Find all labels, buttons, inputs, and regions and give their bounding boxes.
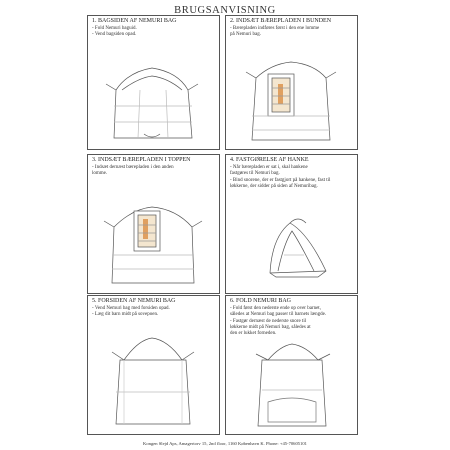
step-6-heading: 6. FOLD NEMURI BAG	[230, 298, 292, 304]
footer-address: Kongen Slejd Aps, Amagertorv 15, 2nd floor, 1160 København K. Phone: +45-70605101	[143, 441, 307, 446]
bag-folded-illustration	[226, 336, 359, 434]
bag-front-illustration	[88, 322, 221, 434]
step-3-line: lomme.	[92, 171, 108, 177]
step-5-heading: 5. FORSIDEN AF NEMURI BAG	[92, 298, 176, 304]
step-4-panel	[225, 154, 358, 294]
step-4-text	[230, 165, 354, 190]
handle-attach-illustration	[226, 193, 359, 293]
page-title: BRUGSANVISNING	[174, 5, 276, 16]
step-6-line: løkkerne midt på Nemuri bag, således at	[230, 324, 311, 330]
step-1-line: - Fold Nemuri baguid.	[92, 26, 137, 31]
step-6-line: - Fold først den nederste ende op over barnet,	[230, 306, 321, 311]
bag-back-illustration	[88, 46, 221, 151]
step-1-panel	[87, 15, 220, 150]
step-3-heading: 3. INDSÆT BÆREPLADEN I TOPPEN	[92, 157, 191, 163]
step-4-line: fastgøres til Nemuri bag.	[230, 171, 280, 177]
step-6-text	[230, 306, 354, 337]
step-5-text	[92, 306, 216, 319]
step-6-panel	[225, 295, 358, 435]
step-6-line: den er lukket forneden.	[230, 331, 277, 337]
step-3-text	[92, 165, 216, 178]
step-1-heading: 1. BAGSIDEN AF NEMURI BAG	[92, 18, 177, 24]
step-4-line: løkkerne, der sidder på siden af Nemuribag.	[230, 183, 318, 189]
step-1-line: - Vend bagsiden opad.	[92, 32, 137, 38]
step-2-heading: 2. INDSÆT BÆREPLADEN I BUNDEN	[230, 18, 332, 24]
board-top-illustration	[88, 185, 221, 295]
step-4-heading: 4. FASTGØRELSE AF HANKE	[230, 157, 309, 163]
step-6-line: således at Nemuri bag passer til barnets længde.	[230, 312, 327, 318]
step-2-line: på Nemuri bag.	[230, 32, 261, 38]
step-3-panel	[87, 154, 220, 294]
step-5-line: - Læg dit barn midt på sovepoen.	[92, 312, 159, 318]
step-3-line: - Indsæt dernæst bærepladen i den anden	[92, 165, 174, 170]
step-1-text	[92, 26, 216, 39]
board-bottom-illustration	[226, 46, 359, 151]
step-2-panel	[225, 15, 358, 150]
step-2-line: - Bærepladen indføres først i den ene lomme	[230, 26, 320, 31]
step-5-panel	[87, 295, 220, 435]
step-4-line: - Bind snorene, der er fastgjort på hankene, fast til	[230, 177, 331, 183]
step-5-line: - Vend Nemuri bag med forsiden opad.	[92, 306, 170, 311]
step-4-line: - Når bærepladen er sat i, skal hankene	[230, 165, 308, 170]
step-2-text	[230, 26, 354, 39]
step-6-line: - Fastgør dernæst de nederste snore til	[230, 318, 307, 324]
